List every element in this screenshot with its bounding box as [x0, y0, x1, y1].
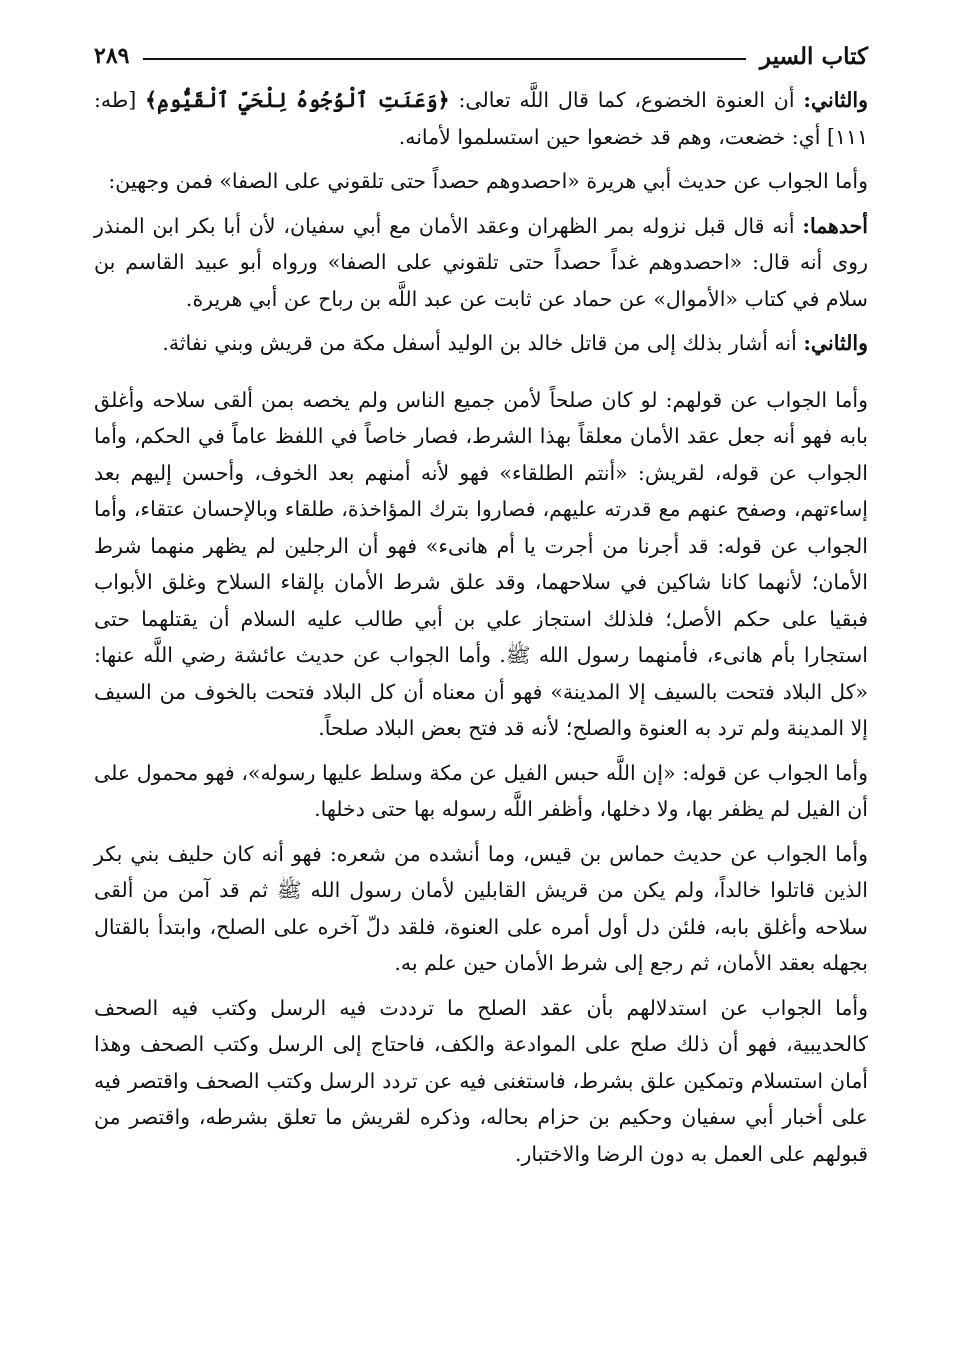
paragraph-second-aspect [94, 325, 868, 362]
paragraph-text: وأما الجواب عن حديث أبي هريرة «احصدوهم حصداً حتى تلقوني على الصفا» فمن وجهين: [108, 169, 868, 193]
paragraph-reply-sulh [94, 382, 868, 747]
paragraph-text: وأما الجواب عن قولهم: لو كان صلحاً لأمن جميع الناس ولم يخصه بمن ألقى سلاحه وأغلق بابه فهو أنه جعل عقد الأمان معلقاً بهذا الشرط، فصار خاصاً في اللفظ عاماً في الحكم، وأما الجواب عن قوله، لقريش: «أنتم الطلقاء» فهو لأنه أمنهم بعد الخوف، وأحسن إليهم بعد إساءتهم، وصفح عنهم مع قدرته عليهم، فصاروا بترك المؤاخذة، طلقاء وبالإحسان عتقاء، وأما الجواب عن قوله: قد أجرنا من أجرت يا أم هانىء» فهو أن الرجلين لم يظهر منهما شرط الأمان؛ لأنهما كانا شاكين في سلاحهما، وقد علق شرط الأمان بإلقاء السلاح وغلق الأبواب فبقيا على حكم الأصل؛ فلذلك استجاز علي بن أبي طالب عليه السلام أن يقتلهما حتى استجارا بأم هانىء، فأمنهما رسول الله ﷺ. وأما الجواب عن حديث عائشة رضي اللَّه عنها: «كل البلاد فتحت بالسيف إلا المدينة» فهو أن معناه أن كل البلاد فتحت بالخوف من السيف إلا المدينة ولم ترد به العنوة والصلح؛ لأنه قد فتح بعض البلاد صلحاً. [94, 387, 868, 740]
paragraph-text-tail: [طه: ١١١] أي: خضعت، وهم قد خضعوا حين استسلموا لأمانه. [94, 88, 868, 149]
paragraph-second-meaning [94, 82, 868, 155]
header-rule [143, 58, 745, 60]
paragraph-lead: والثاني: [803, 88, 869, 112]
paragraph-lead: أحدهما: [802, 213, 868, 238]
page-number: ٢٨٩ [94, 43, 130, 69]
page-header [94, 36, 868, 76]
page-body [94, 82, 868, 1172]
paragraph-reply-hammas [94, 836, 868, 982]
paragraph-text: وأما الجواب عن حديث حماس بن قيس، وما أنشده من شعره: فهو أنه كان حليف بني بكر الذين قاتلوا خالداً، ولم يكن من قريش القابلين لأمان رسول الله ﷺ ثم قد آمن من ألقى سلاحه وأغلق بابه، فلئن دل أول أمره على العنوة، فلقد دلّ آخره على الصلح، وابتدأ بالقتال بجهله بعقد الأمان، ثم رجع إلى شرط الأمان حين علم به. [94, 841, 868, 975]
paragraph-first-aspect [94, 208, 868, 318]
paragraph-text: أن العنوة الخضوع، كما قال اللَّه تعالى: [449, 88, 804, 112]
paragraph-text: أنه أشار بذلك إلى من قاتل خالد بن الوليد أسفل مكة من قريش وبني نفاثة. [162, 331, 804, 355]
paragraph-text: أنه قال قبل نزوله بمر الظهران وعقد الأمان مع أبي سفيان، لأن أبا بكر ابن المنذر روى أنه قال: «احصدوهم غداً حصداً حتى تلقوني على الصفا» ورواه أبو عبيد القاسم بن سلام في كتاب «الأموال» عن حماد عن ثابت عن عبد اللَّه بن رباح عن أبي هريرة. [94, 213, 868, 311]
paragraph-text: وأما الجواب عن قوله: «إن اللَّه حبس الفيل عن مكة وسلط عليها رسوله»، فهو محمول على أن الفيل لم يظفر بها، ولا دخلها، وأظفر اللَّه رسوله بها حتى دخلها. [94, 760, 868, 821]
paragraph-lead: والثاني: [803, 331, 868, 355]
paragraph-abu-hurairah-reply [94, 163, 868, 200]
quran-verse: ﴿وَعَنَتِ ٱلْوُجُوهُ لِلْحَيِّ ٱلْقَيُّومِ﴾ [145, 88, 450, 112]
running-title: كتاب السير [759, 42, 868, 70]
book-page [94, 36, 868, 1346]
paragraph-text: وأما الجواب عن استدلالهم بأن عقد الصلح ما ترددت فيه الرسل وكتب فيه الصحف كالحديبية، فهو أن ذلك صلح على الموادعة والكف، فاحتاج إلى الرسل وكتب الصحف وهذا أمان استسلام وتمكين علق بشرط، فاستغنى فيه عن تردد الرسل وكتب الصحف واقتصر فيه على أخبار أبي سفيان وحكيم بن حزام بحاله، وذكره لقريش ما تعلق بشرطه، واقتصر من قبولهم على العمل به دون الرضا والاختبار. [94, 995, 868, 1166]
paragraph-reply-envoys [94, 990, 868, 1173]
paragraph-reply-elephant [94, 755, 868, 828]
